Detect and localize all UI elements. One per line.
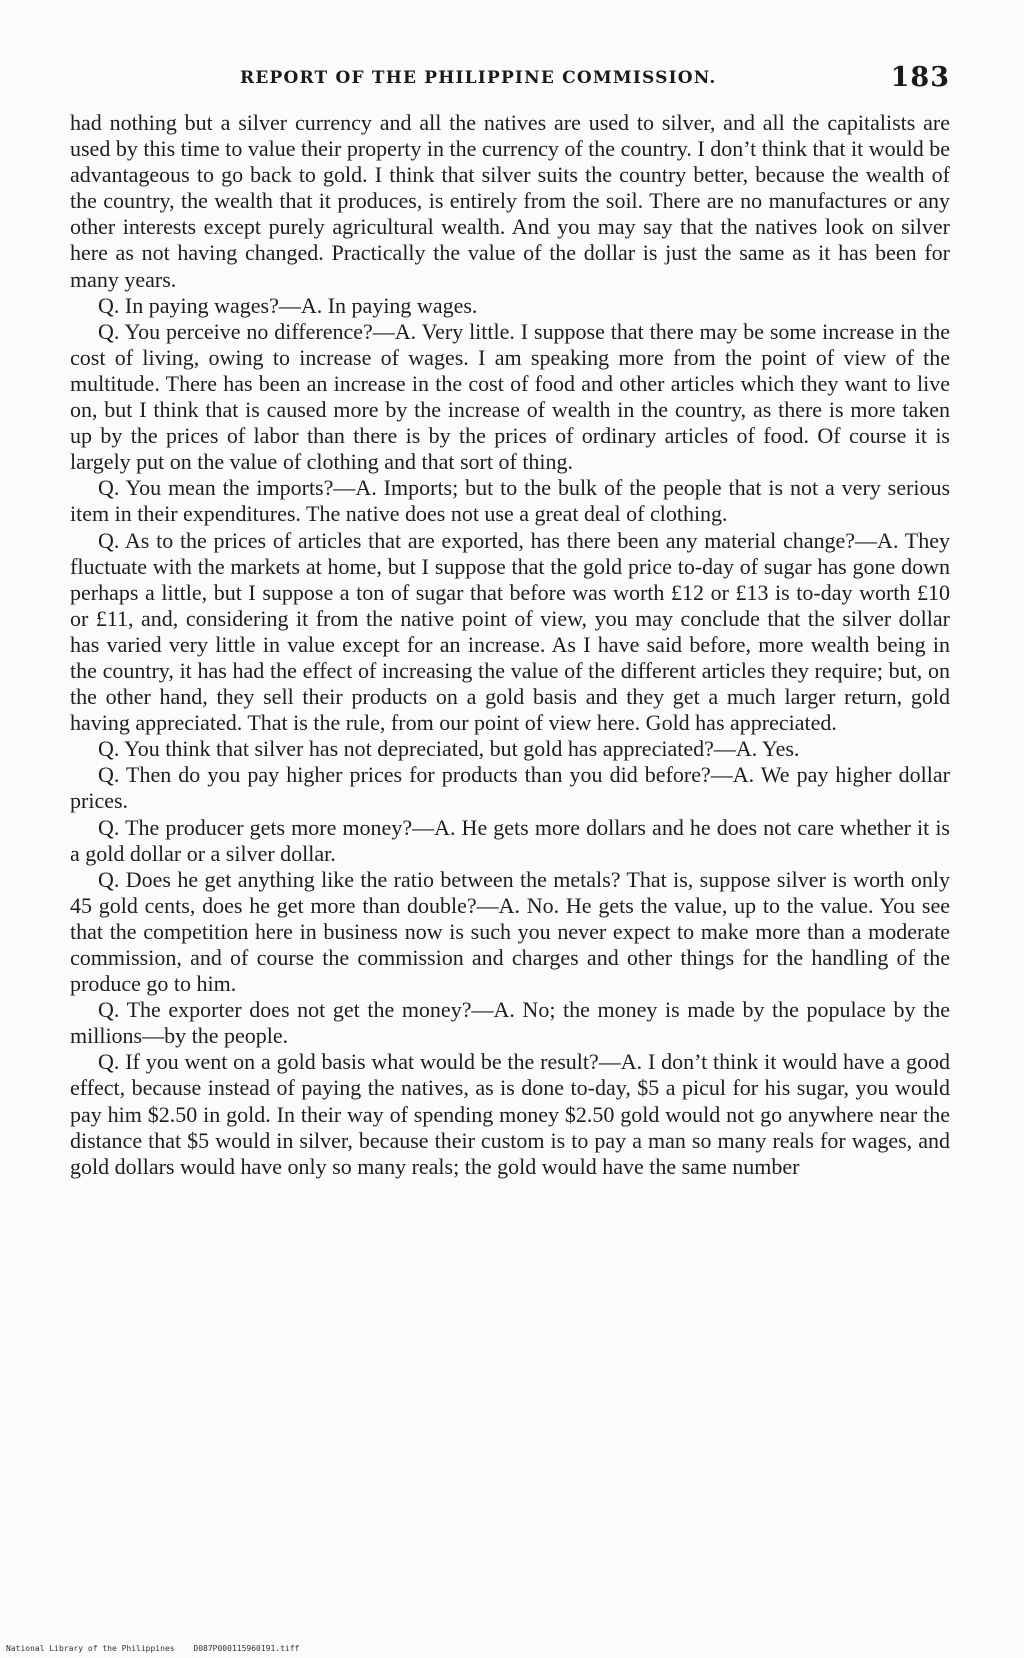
scan-footer [6,1644,313,1653]
file-identifier: D087P000115960191.tiff [193,1644,300,1653]
page-header [70,62,950,102]
paragraph: Q. Then do you pay higher prices for products than you did before?—A. We pay higher dollar prices. [70,762,950,814]
paragraph: Q. If you went on a gold basis what would be the result?—A. I don’t think it would have a good effect, because instead of paying the natives, as is done to-day, $5 a picul for his sugar, you would pay him $2.50 in gold. In their way of spending money $2.50 gold would not go anywhere near the distance that $5 would in silver, because their custom is to pay a man so many reals for wages, and gold dollars would have only so many reals; the gold would have the same number [70,1049,950,1179]
paragraph: Q. You perceive no difference?—A. Very little. I suppose that there may be some increase in the cost of living, owing to increase of wages. I am speaking more from the point of view of the multitude. There has been an increase in the cost of food and other articles which they want to live on, but I think that is caused more by the increase of wealth in the country, as there is more taken up by the prices of labor than there is by the prices of ordinary articles of food. Of course it is largely put on the value of clothing and that sort of thing. [70,318,950,475]
paragraph: Q. The exporter does not get the money?—A. No; the money is made by the populace by the millions—by the people. [70,997,950,1049]
paragraph: Q. The producer gets more money?—A. He gets more dollars and he does not care whether it is a gold dollar or a silver dollar. [70,814,950,866]
body-text [70,110,950,1180]
page-number: 183 [890,62,950,93]
paragraph: Q. In paying wages?—A. In paying wages. [98,292,478,318]
paragraph: had nothing but a silver currency and all the natives are used to silver, and all the capitalists are used by this time to value their property in the currency of the country. I don’t think that it would be advantageous to go back to gold. I think that silver suits the country better, because the wealth of the country, the wealth that it produces, is entirely from the soil. There are no manufactures or any other interests except purely agricultural wealth. And you may say that the natives look on silver here as not having changed. Practically the value of the dollar is just the same as it has been for many years. [70,110,950,292]
paragraph: Q. You mean the imports?—A. Imports; but to the bulk of the people that is not a very serious item in their expenditures. The native does not use a great deal of clothing. [70,475,950,527]
paragraph: Q. You think that silver has not depreciated, but gold has appreciated?—A. Yes. [98,736,800,762]
paragraph: Q. As to the prices of articles that are exported, has there been any material change?—A. They fluctuate with the markets at home, but I suppose that the gold price to-day of sugar has gone down perhaps a little, but I suppose a ton of sugar that before was worth £12 or £13 is to-day worth £10 or £11, and, considering it from the native point of view, you may conclude that the silver dollar has varied very little in value except for an increase. As I have said before, more wealth being in the country, it has had the effect of increasing the value of the different articles they require; but, on the other hand, they sell their products on a gold basis and they get a much larger return, gold having appreciated. That is the rule, from our point of view here. Gold has appreciated. [70,527,950,736]
running-title: REPORT OF THE PHILIPPINE COMMISSION. [240,68,717,88]
paragraph: Q. Does he get anything like the ratio between the metals? That is, suppose silver is worth only 45 gold cents, does he get more than double?—A. No. He gets the value, up to the value. You see that the competition here in business now is such you never expect to make more than a moderate commission, and of course the commission and charges and other things for the handling of the produce go to him. [70,866,950,997]
library-credit: National Library of the Philippines [6,1644,175,1653]
